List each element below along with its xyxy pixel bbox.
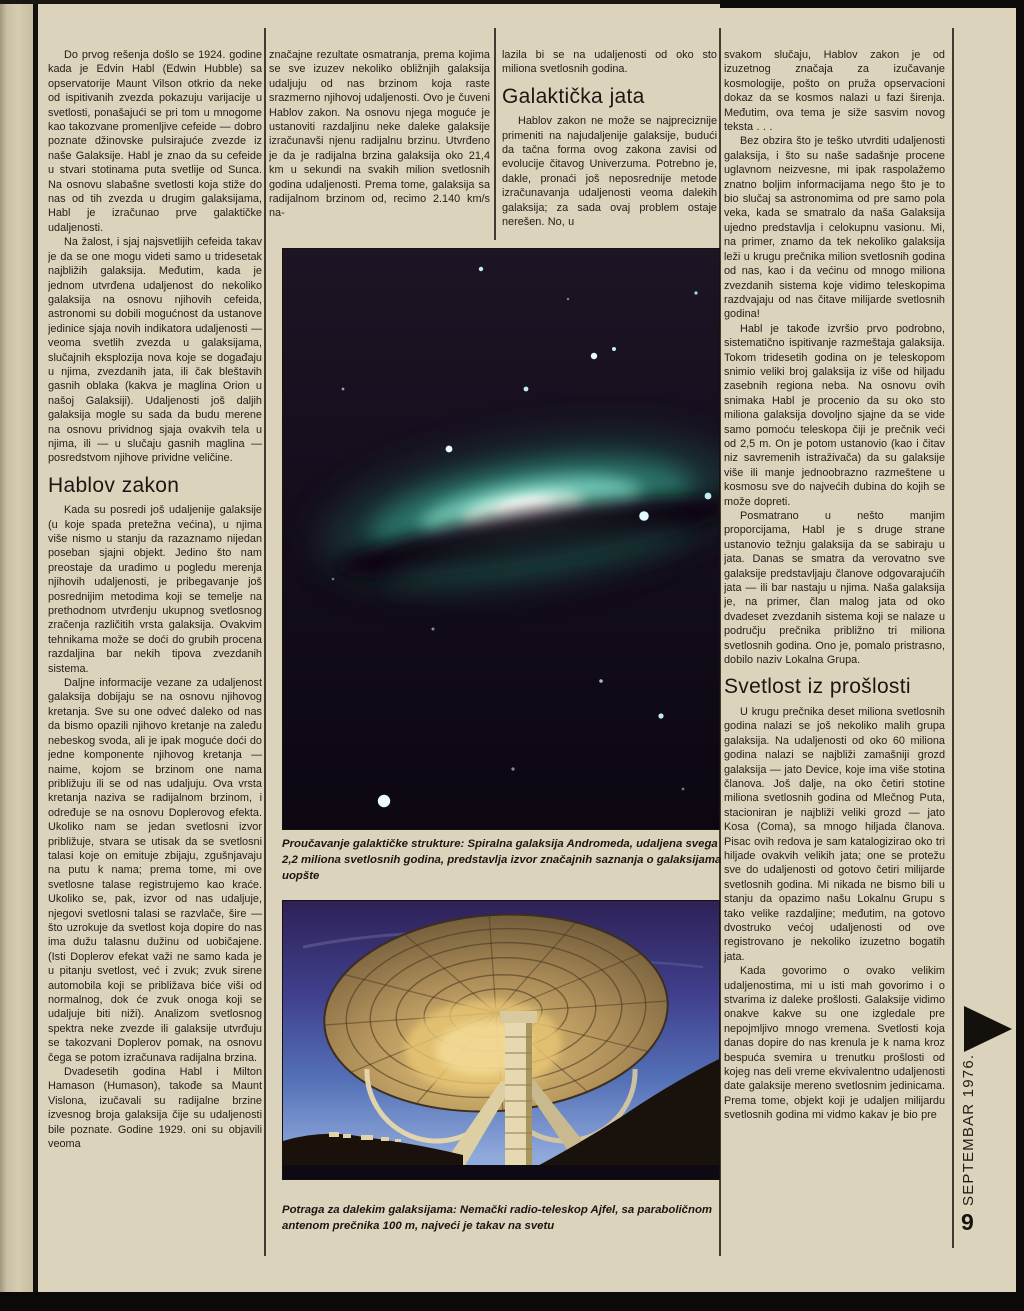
paragraph-col1-4: Daljne informacije vezane za udaljenost galaksija dobijaju se na osnovu njihovog kretanja. Sve su one odveć daleko od nas da bismo opazili njihovo kretanje na zaleđu nebeskog svoda, ali je ipak moguće doći do jedne komponente njihovog kretanja — naime, kojom se brzinom one nama približuju ili se od nas udaljuju. Ova vrsta kretanja naziva se radijalnom brzinom, i određuje se na osnovu Doplerovog efekta. Ukoliko nam se jedan svetlosni izvor približuje, stvara se utisak da se svetlosni talasi koje on emituje zbijaju, zgušnjavaju na putu k nama; prema tome, mi ove svetlosne talase registrujemo kao kraće. Ukoliko se, pak, izvor od nas udaljuje, njegovi svetlosni talasi se razvlače, šire — što uzrokuje da svetlost koja dopire do nas ima dužu talasnu dužinu od uobičajene. (Isti Doplerov efekat važi ne samo kada je u pitanju svetlost, već i zvuk; zvuk sirene automobila koji se približava biće viši od normalnog, dok će zvuk onoga koji se udaljuje biti niži). Analizom svetlosnog spektra neke zvezde ili galaksije utvrđuju se takozvani Doplerov pomak, na osnovu čega se potom izračunava radijalna brzina.: [48, 677, 262, 1064]
section-heading-galakticka-jata: Galaktička jata: [502, 84, 645, 108]
paragraph-col4-4: Posmatrano u nešto manjim proporcijama, Habl je s druge strane ustanovio težnju galaksija da se sabiraju u jata. Danas se smatra da verovatno sve galaksije predstavljaju članove odgovarajućih jata — ili bar nastaju u njima. Naša galaksija je, na primer, član malog jata od oko dvadeset zvezdanih sistema koji se nalaze u području prečnika približno tri miliona svetlosnih godina. Ono je, pomalo pristrasno, dobilo naziv Lokalna Grupa.: [724, 510, 945, 667]
paragraph-col1-3: Kada su posredi još udaljenije galaksije (u koje spada pretežna većina), u njima više nismo u stanju da razaznamo nijedan poseban sjajni objekt. Jedino što nam preostaje da uradimo u pogledu merenja njihovih udaljenosti, je pribegavanje još posrednijim metodima koji se temelje na prethodnom utvrđenju ukupnog svetlosnog zračenja različitih vrsta galaksija. Ovakvim tehnikama može se doći do grubih procena razdaljina bar nekih tipova zvezdanih sistema.: [48, 504, 262, 675]
paragraph-col3-1: lazila bi se na udaljenosti od oko sto miliona svetlosnih godina.: [502, 49, 717, 76]
page-right-border: [1016, 0, 1024, 1311]
telescope-photo-caption: Potraga za dalekim galaksijama: Nemački radio-teleskop Ajfel, sa paraboličnom antenom prečnika 100 m, najveći je takav na svetu: [282, 1204, 713, 1232]
paragraph-col1-1: Do prvog rešenja došlo se 1924. godine kada je Edvin Habl (Edwin Hubble) sa opservatorije Maunt Vilson otkrio da neke od ispitivanih zvezda pokazuju varijacije u svetlosti, ponašajući se pri tom u mnogome kao takozvane promenljive cefeide — dobro poznate džinovske pulsirajuće zvezde iz naše Galaksije. Habl je znao da su cefeide u stvari stotinama puta svetlije od Sunca. Na osnovu slabašne svetlosti koja stiže do nas od tih zvezda u drugim galaksijama, Habl je izračunao prve galaktičke udaljenosti.: [48, 49, 262, 234]
column-3: [502, 48, 717, 250]
paragraph-col4-1: svakom slučaju, Hablov zakon je od izuzetnog značaja za izučavanje kosmologije, pošto on pruža opservacioni dokaz da se kosmos nalazi u fazi širenja. Međutim, ova tema je siže sasvim novog teksta . . .: [724, 49, 945, 134]
page-left-border: [33, 0, 38, 1293]
telescope-photo-art: [283, 901, 719, 1179]
page-top-border-thick: [720, 0, 1024, 8]
column-rule-1: [264, 28, 266, 1256]
column-rule-2: [494, 28, 496, 240]
paragraph-col4-2: Bez obzira što je teško utvrditi udaljenosti galaksija, i što su naše sadašnje procene uglavnom neizvesne, mi ipak raspolažemo znatno boljim informacijama nego što je to bio slučaj sa astronomima od pre samo pola veka, kada se smatralo da naša Galaksija ujedno predstavlja i celokupnu vasionu. Mi, na primer, znamo da tek nekoliko galaksija leži u krugu prečnika milion svetlosnih godina od nas, kao i da većinu od mnogo miliona zvezdanih sistema koje vidimo teleskopima razdvajaju od nas čitave milijarde svetlosnih godina!: [724, 135, 945, 321]
issue-date-vertical: SEPTEMBAR 1976.: [960, 1053, 977, 1206]
paragraph-col3-2: Hablov zakon ne može se najpreciznije primeniti na najudaljenije galaksije, budući da tačna forma ovog zakona zavisi od evolucije čitavog Univerzuma. Potrebno je, dakle, pronaći još neposrednije metode izračunavanja udaljenosti veoma dalekih galaksija; za sada ovaj problem ostaje nerešen. No, u: [502, 115, 717, 229]
paragraph-col4-6: Kada govorimo o ovako velikim udaljenostima, mi u isti mah govorimo i o stvarima iz daleke prošlosti. Galaksije vidimo onakve kakve su one izgledale pre nepojmljivo mnogo vremena. Svetlosti koja danas dopire do nas krenula je k nama kroz bespuća svemira u trenutku prošlosti od kojeg nas deli vreme ekvivalentno udaljenosti date galaksije mereno svetlosnim jedinicama. Prema tome, objekt koji je udaljen milijardu svetlosnih godina mi vidmo kakav je bio pre: [724, 965, 945, 1122]
column-1: [48, 48, 262, 1264]
margin-rule: [952, 28, 954, 1248]
galaxy-photo-caption: Proučavanje galaktičke strukture: Spiralna galaksija Andromeda, udaljena svega 2,2 miliona svetlosnih godina, predstavlja izvor značajnih saznanja o galaksijama uopšte: [282, 838, 722, 882]
section-heading-svetlost-iz-proslosti: Svetlost iz prošlosti: [724, 675, 911, 699]
paragraph-col4-5: U krugu prečnika deset miliona svetlosnih godina nalazi se još nekoliko malih grupa galaksija. Na udaljenosti od oko 60 miliona godina nalazi se najbliži zamašniji grozd galaksija — jato Device, koje ima više stotina članova. Još dalje, na oko četiri stotine miliona svetlosnih godina od Mlečnog Puta, stacioniran je najbliži veliki grozd — jato Kosa (Coma), sa mnogo hiljada članova. Pisac ovih redova je sam katalogizirao oko tri hiljade ovakvih velikih jata; one se protežu sve do udaljenosti od gotovo četiri milijarde svetlosnih godina. Mi nikada ne bismo bili u stanju da opazimo našu Lokalnu Grupu s tako velike razdaljine; međutim, na gotovo dvostruko većoj udaljenosti od ove registrovano je nekoliko izuzetno bogatih jata.: [724, 705, 945, 963]
section-heading-hablov-zakon: Hablov zakon: [48, 473, 180, 497]
paragraph-col4-3: Habl je takođe izvršio prvo podrobno, sistematično ispitivanje razmeštaja galaksija. Tokom tridesetih godina on je teleskopom snimio veliki broj galaksija iz više od hiljadu zasebnih regiona neba. Na osnovu ovih snimaka Habl je procenio da su oko sto miliona galaksija dovoljno sjajne da se vide samo pomoću teleskopa čiji je prečnik veći od 2,5 m. On je potom ustanovio (kao i čitav niz savremenih istraživača) da su galaksije više ili manje jednoobrazno razmeštene u kosmosu sve do najvećih dubina do kojih se može dopreti.: [724, 322, 945, 508]
andromeda-galaxy-photo: [282, 248, 720, 830]
radio-telescope-photo: [282, 900, 720, 1180]
page-bottom-border: [0, 1292, 1024, 1311]
galaxy-photo-art: [283, 249, 719, 829]
scan-left-edge: [0, 0, 33, 1311]
page-number: 9: [961, 1209, 974, 1235]
next-page-arrow-icon: [964, 1006, 1012, 1052]
paragraph-col1-5: Dvadesetih godina Habl i Milton Hamason (Humason), takođe sa Maunt Vislona, izučavali su radijalne brzine izvesnog broja galaksija čije su udaljenosti bile poznate. Godine 1929. oni su objavili veoma: [48, 1066, 262, 1151]
column-4: [724, 48, 945, 1264]
paragraph-col2-1: značajne rezultate osmatranja, prema kojima se sve izuzev nekoliko obližnjih galaksija udaljuju od nas brzinom koja raste srazmerno njihovoj udaljenosti. Ovo je čuveni Hablov zakon. Na osnovu njega moguće je ustanoviti razdaljinu neke daleke galaksije izračunavši njenu radijalnu brzinu. Utvrđeno je da je radijalna brzina galaksija oko 21,4 km u sekundi na svakih milion svetlosnih godina udaljenosti. Prema tome, galaksija sa radijalnom brzinom od, recimo 2.140 km/s na-: [269, 49, 490, 220]
column-2: [269, 48, 490, 248]
paragraph-col1-2: Na žalost, i sjaj najsvetlijih cefeida takav je da se one mogu videti samo u tridesetak najbližih galaksija. Međutim, kada je jednom utvrđena udaljenost do nekoliko galaksija na osnovu njihovih cefeida, astronomi su dobili mogućnost da ustanove jedinice sjaja novih indikatora udaljenosti — veoma svetlih zvezda u galaksijama, slučajnih eksplozija nova koje se događaju u njima, zvezdanih jata, ili čak bleštavih gasnih oblaka (kakva je maglina Orion u našoj Galaksiji). Udaljenosti još daljih galaksija mogle su sada da budu merene na osnovu prividnog sjaja ovakvih tela u njima, ili — u slučaju gasnih maglina — posredstvom njihove prividne veličine.: [48, 236, 262, 465]
